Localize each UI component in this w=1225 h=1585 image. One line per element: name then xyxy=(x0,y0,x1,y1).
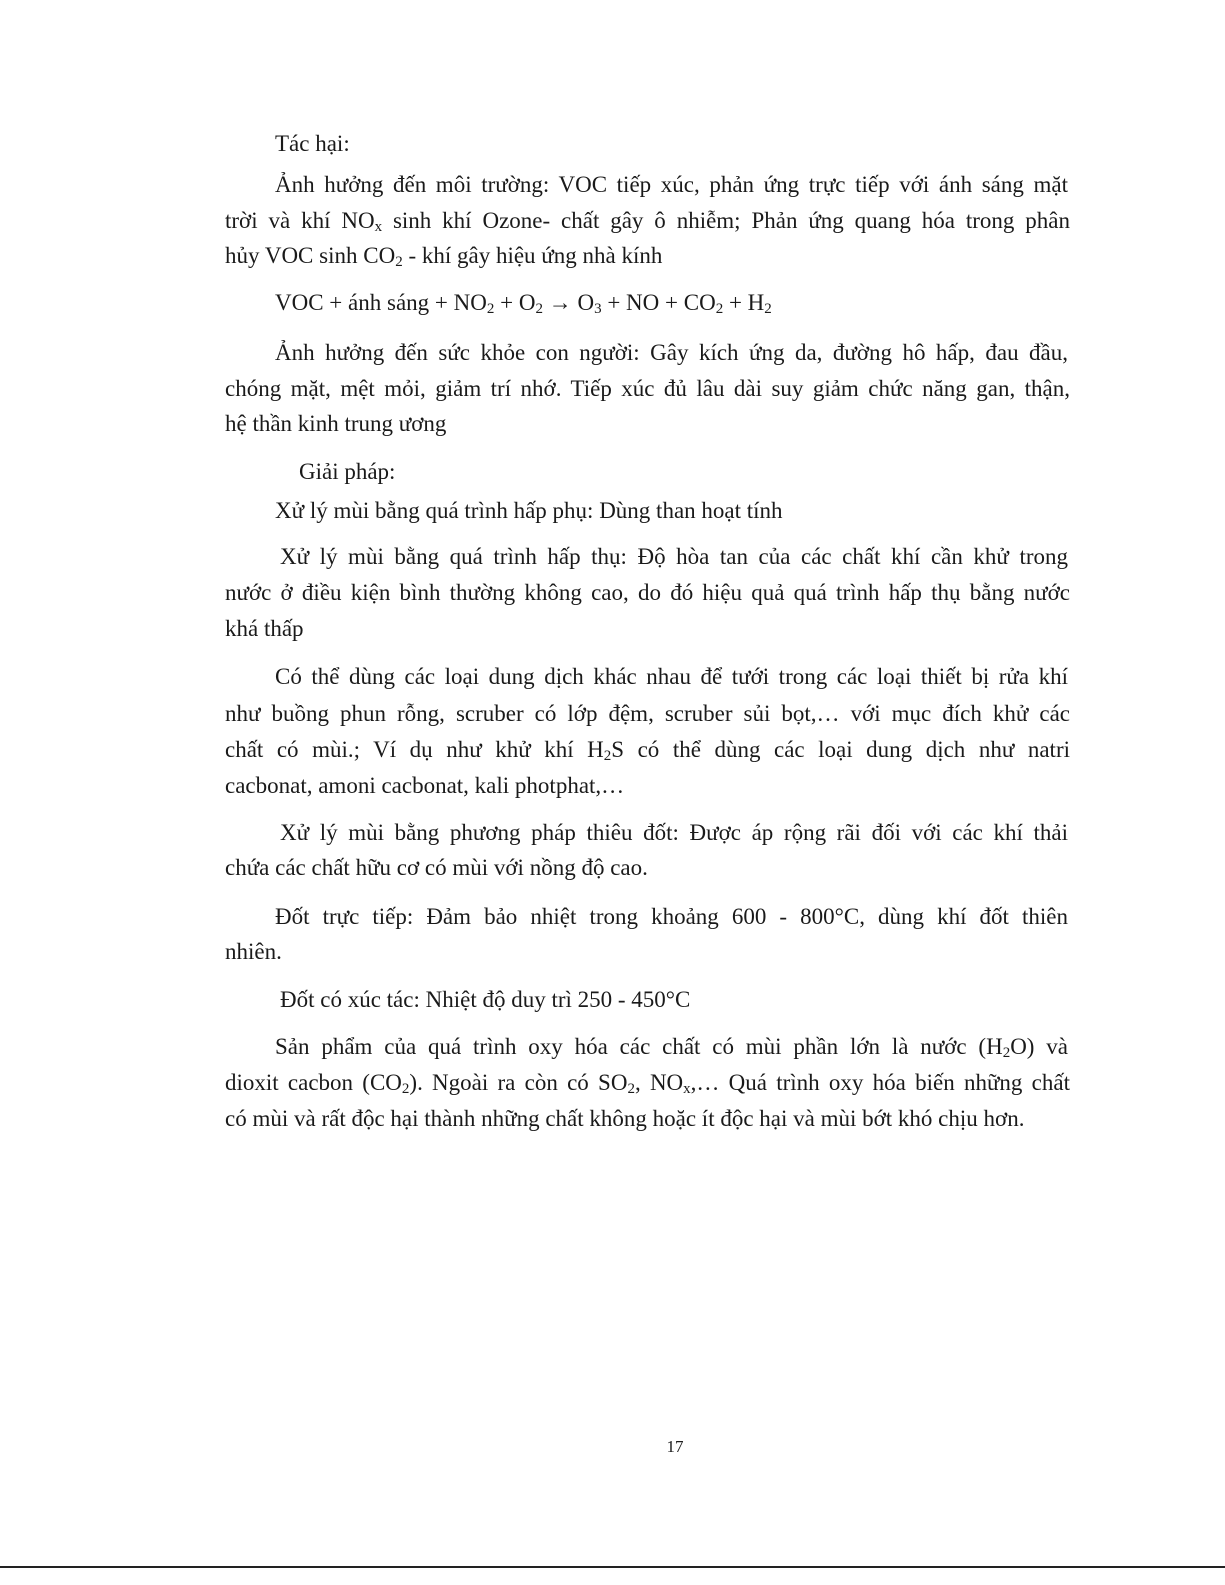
direct-burning-line-2: nhiên. xyxy=(225,939,282,964)
page-number: 17 xyxy=(666,1437,684,1456)
product-line-1: Sản phẩm của quá trình oxy hóa các chất có mùi phần lớn là nước $(H_2O)$ và xyxy=(275,1034,1068,1061)
environment-effect-line-2: trời và khí $NO_x$ sinh khí Ozone- chất gây ô nhiễm; Phản ứng quang hóa trong phân xyxy=(225,208,1071,235)
environment-effect-line-1: Ảnh hưởng đến môi trường: VOC tiếp xúc, phản ứng trực tiếp với ánh sáng mặt xyxy=(275,172,1068,197)
bottom-border-line xyxy=(0,1566,1225,1568)
absorption-line-2: nước ở điều kiện bình thường không cao, do đó hiệu quả quá trình hấp thụ bằng nước xyxy=(225,580,1070,605)
absorption-line-1: Xử lý mùi bằng quá trình hấp thụ: Độ hòa tan của các chất khí cần khử trong xyxy=(280,544,1068,569)
chemical-equation: VOC + ánh sáng + $NO_2 + O_2 \to O_3$ + NO + $CO_2 + H_2$ xyxy=(275,290,772,317)
product-line-2: dioxit cacbon $(CO_2)$. Ngoài ra còn có $SO_2$, $NO_x,\dots$ Quá trình oxy hóa biến những chất xyxy=(225,1070,1070,1097)
solution-line-1: Có thể dùng các loại dung dịch khác nhau để tưới trong các loại thiết bị rửa khí xyxy=(275,664,1068,689)
product-line-3: có mùi và rất độc hại thành những chất không hoặc ít độc hại và mùi bớt khó chịu hơn. xyxy=(225,1106,1025,1131)
harm-heading: Tác hại: xyxy=(275,131,350,156)
health-effect-line-3: hệ thần kinh trung ương xyxy=(225,411,447,436)
absorption-line-3: khá thấp xyxy=(225,616,304,641)
incineration-line-2: chứa các chất hữu cơ có mùi với nồng độ cao. xyxy=(225,855,648,880)
health-effect-line-1: Ảnh hưởng đến sức khỏe con người: Gây kích ứng da, đường hô hấp, đau đầu, xyxy=(275,340,1068,365)
adsorption-line: Xử lý mùi bằng quá trình hấp phụ: Dùng than hoạt tính xyxy=(275,498,783,523)
incineration-line-1: Xử lý mùi bằng phương pháp thiêu đốt: Được áp rộng rãi đối với các khí thải xyxy=(280,820,1068,845)
health-effect-line-2: chóng mặt, mệt mỏi, giảm trí nhớ. Tiếp xúc đủ lâu dài suy giảm chức năng gan, thận, xyxy=(225,376,1070,401)
environment-effect-line-3: hủy VOC $\sinh CO_2$ - khí gây hiệu ứng nhà kính xyxy=(225,243,663,270)
solution-heading: Giải pháp: xyxy=(299,459,396,484)
solution-line-4: cacbonat, amoni cacbonat, kali photphat,… xyxy=(225,773,625,798)
solution-line-2: như buồng phun rỗng, scruber có lớp đệm, scruber sủi bọt,… với mục đích khử các xyxy=(225,701,1070,726)
direct-burning-line-1: Đốt trực tiếp: Đảm bảo nhiệt trong khoảng 600 - 800°C, dùng khí đốt thiên xyxy=(275,904,1068,929)
catalytic-burning-line: Đốt có xúc tác: Nhiệt độ duy trì 250 - 450°C xyxy=(280,987,691,1012)
solution-line-3: chất có mùi.; Ví dụ như khử khí $H_2S$ có thể dùng các loại dung dịch như natri xyxy=(225,737,1070,764)
